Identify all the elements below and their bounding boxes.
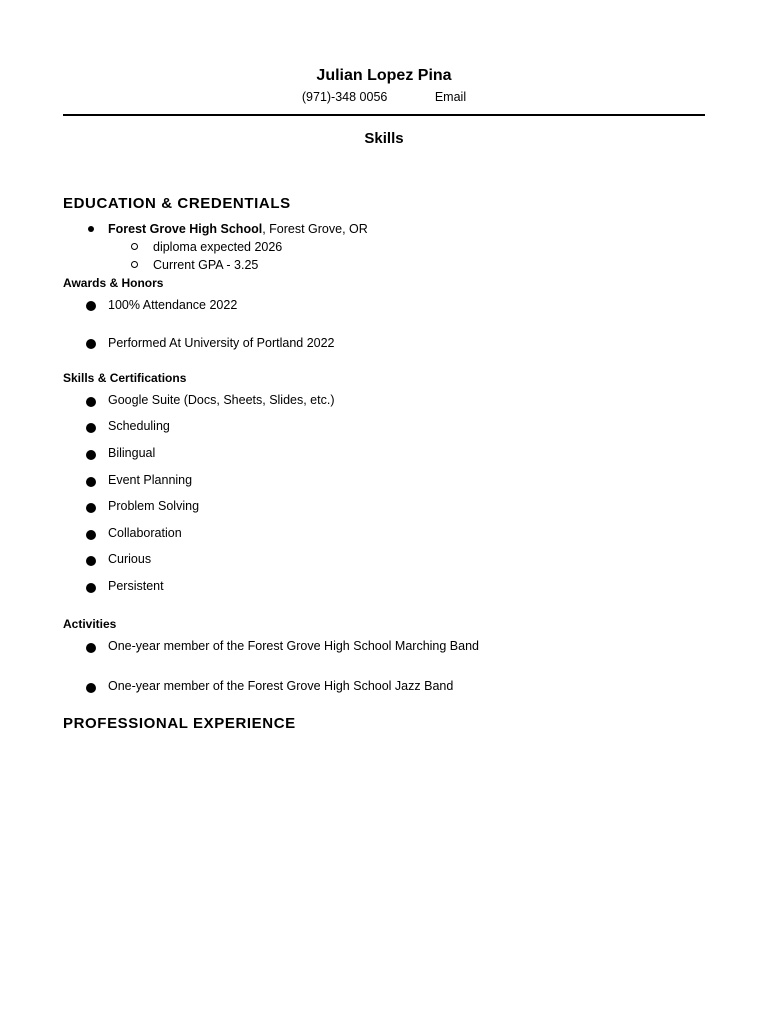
activity-item: One-year member of the Forest Grove High School Jazz Band <box>108 679 454 693</box>
skill-item: Scheduling <box>108 419 170 433</box>
phone-number: (971)-348 0056 <box>301 90 388 104</box>
skill-item: Problem Solving <box>108 499 200 513</box>
bullet-icon <box>86 339 96 349</box>
bullet-icon <box>86 503 96 513</box>
bullet-icon <box>86 397 96 407</box>
bullet-icon <box>86 556 96 566</box>
bullet-icon <box>86 530 96 540</box>
bullet-icon <box>86 477 96 487</box>
activities-heading: Activities <box>63 617 117 631</box>
contact-line <box>0 90 768 104</box>
bullet-icon <box>86 683 96 693</box>
skill-item: Persistent <box>108 579 164 593</box>
bullet-icon <box>86 301 96 311</box>
school-entry <box>108 222 368 236</box>
school-location: , Forest Grove, OR <box>262 222 368 236</box>
hollow-bullet-icon <box>131 243 138 250</box>
bullet-icon <box>86 583 96 593</box>
award-item: Performed At University of Portland 2022 <box>108 336 335 350</box>
education-detail: Current GPA - 3.25 <box>153 258 259 272</box>
skill-item: Bilingual <box>108 446 156 460</box>
school-name: Forest Grove High School <box>108 222 263 236</box>
skill-item: Curious <box>108 552 152 566</box>
skill-item: Collaboration <box>108 526 182 540</box>
activity-item: One-year member of the Forest Grove High School Marching Band <box>108 639 480 653</box>
education-heading: EDUCATION & CREDENTIALS <box>63 195 291 212</box>
bullet-icon <box>86 423 96 433</box>
education-detail: diploma expected 2026 <box>153 240 283 254</box>
awards-heading: Awards & Honors <box>63 276 164 290</box>
bullet-icon <box>88 226 94 232</box>
email-placeholder: Email <box>434 90 467 104</box>
header-divider <box>63 114 705 116</box>
bullet-icon <box>86 643 96 653</box>
summary-title: Skills <box>364 130 404 147</box>
experience-heading: PROFESSIONAL EXPERIENCE <box>63 715 296 732</box>
skill-item: Google Suite (Docs, Sheets, Slides, etc.) <box>108 393 335 407</box>
award-item: 100% Attendance 2022 <box>108 298 238 312</box>
skills-heading: Skills & Certifications <box>63 371 187 385</box>
candidate-name: Julian Lopez Pina <box>316 67 452 84</box>
skill-item: Event Planning <box>108 473 193 487</box>
bullet-icon <box>86 450 96 460</box>
hollow-bullet-icon <box>131 261 138 268</box>
